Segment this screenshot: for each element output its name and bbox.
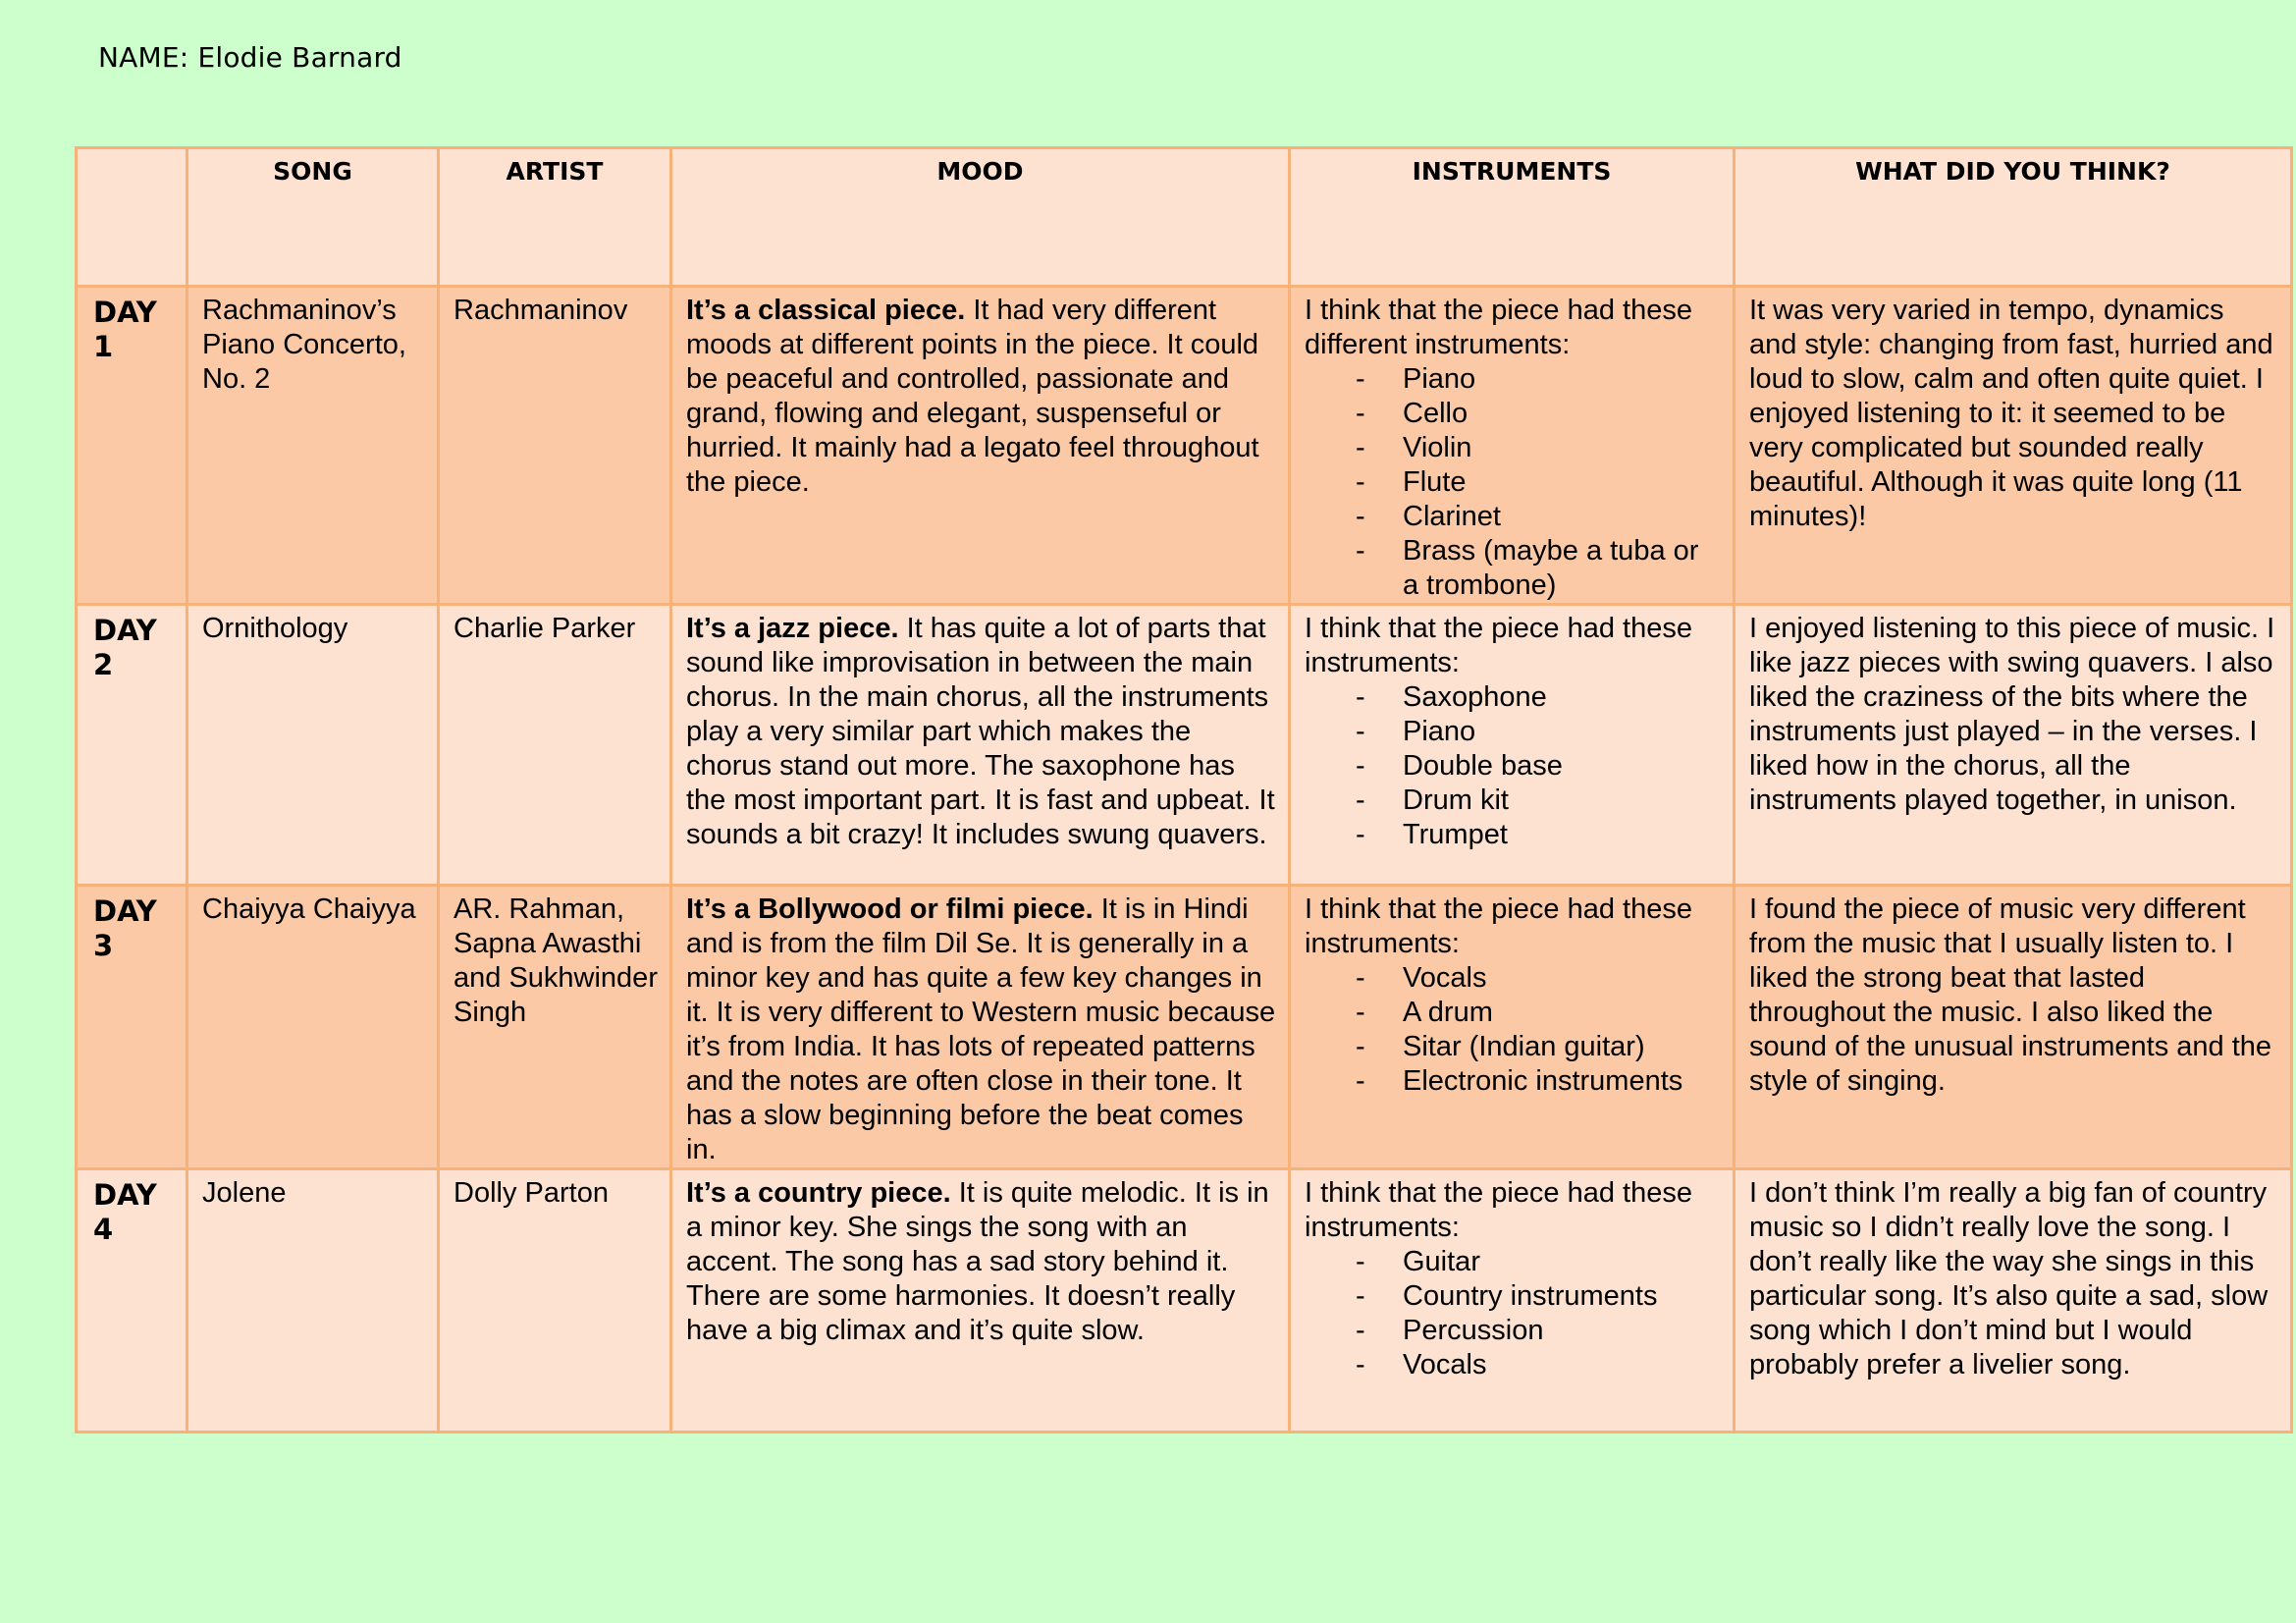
day-cell: DAY 3	[77, 886, 187, 1169]
instrument-list	[1305, 680, 1721, 852]
list-item: - Violin	[1356, 432, 1472, 463]
music-log-table	[75, 146, 2293, 1434]
list-item: - Clarinet	[1356, 501, 1501, 532]
instruments-cell	[1290, 287, 1735, 605]
table-row	[77, 287, 2292, 605]
list-item: - A drum	[1356, 997, 1493, 1028]
list-item: - Cello	[1356, 398, 1468, 429]
mood-cell	[671, 287, 1290, 605]
instruments-cell	[1290, 886, 1735, 1169]
list-item: - Double base	[1356, 750, 1563, 782]
header-mood: MOOD	[671, 148, 1290, 287]
mood-text: It has quite a lot of parts that sound like improvisation in between the main chorus. In the main chorus, all the instruments play a very similar part which makes the chorus stand out more. The saxophone has the most important part. It is fast and upbeat. It sounds a bit crazy! It includes swung quavers.	[686, 613, 1275, 850]
list-item: - Electronic instruments	[1356, 1065, 1683, 1097]
list-item: - Sitar (Indian guitar)	[1356, 1031, 1645, 1062]
list-item: - Drum kit	[1356, 784, 1509, 816]
instrument-list	[1305, 362, 1721, 603]
opinion-cell: I enjoyed listening to this piece of music. I like jazz pieces with swing quavers. I also liked the craziness of the bits where the instruments just played – in the verses. I liked how in the chorus, all the instruments played together, in unison.	[1735, 605, 2292, 886]
mood-cell	[671, 886, 1290, 1169]
mood-lead: It’s a jazz piece.	[686, 613, 899, 644]
list-item: - Saxophone	[1356, 681, 1547, 713]
instrument-list	[1305, 1245, 1721, 1382]
header-row	[77, 148, 2292, 287]
list-item: - Trumpet	[1356, 819, 1508, 850]
mood-cell	[671, 1169, 1290, 1433]
artist-cell: Dolly Parton	[439, 1169, 671, 1433]
header-day	[77, 148, 187, 287]
artist-cell: Rachmaninov	[439, 287, 671, 605]
song-cell: Jolene	[187, 1169, 439, 1433]
list-item: - Brass (maybe a tuba or a trombone)	[1356, 535, 1699, 601]
mood-text: It is quite melodic. It is in a minor key. She sings the song with an accent. The song has a sad story behind it. There are some harmonies. It doesn’t really have a big climax and it’s quite slow.	[686, 1177, 1269, 1346]
list-item: - Guitar	[1356, 1246, 1480, 1277]
table-row	[77, 1169, 2292, 1433]
instrument-list	[1305, 961, 1721, 1099]
day-cell: DAY 2	[77, 605, 187, 886]
list-item: - Flute	[1356, 466, 1467, 498]
artist-cell: AR. Rahman, Sapna Awasthi and Sukhwinder Singh	[439, 886, 671, 1169]
mood-lead: It’s a Bollywood or filmi piece.	[686, 893, 1094, 925]
list-item: - Piano	[1356, 716, 1476, 747]
list-item: - Country instruments	[1356, 1280, 1658, 1312]
song-cell: Rachmaninov’s Piano Concerto, No. 2	[187, 287, 439, 605]
list-item: - Vocals	[1356, 1349, 1487, 1380]
mood-lead: It’s a country piece.	[686, 1177, 951, 1209]
instruments-cell	[1290, 1169, 1735, 1433]
instruments-intro: I think that the piece had these different instruments:	[1305, 295, 1692, 360]
song-cell: Chaiyya Chaiyya	[187, 886, 439, 1169]
opinion-cell: I don’t think I’m really a big fan of country music so I didn’t really love the song. I don’t really like the way she sings in this particular song. It’s also quite a sad, slow song which I don’t mind but I would probably prefer a livelier song.	[1735, 1169, 2292, 1433]
list-item: - Vocals	[1356, 962, 1487, 994]
mood-text: It is in Hindi and is from the film Dil Se. It is generally in a minor key and has quite a few key changes in it. It is very different to Western music because it’s from India. It has lots of repeated patterns and the notes are often close in their tone. It has a slow beginning before the beat comes in.	[686, 893, 1276, 1165]
list-item: - Percussion	[1356, 1315, 1544, 1346]
song-cell: Ornithology	[187, 605, 439, 886]
mood-lead: It’s a classical piece.	[686, 295, 966, 326]
mood-cell	[671, 605, 1290, 886]
table-row	[77, 605, 2292, 886]
mood-text: It had very different moods at different points in the piece. It could be peaceful and controlled, passionate and grand, flowing and elegant, suspenseful or hurried. It mainly had a legato feel throughout the piece.	[686, 295, 1259, 498]
header-instruments: INSTRUMENTS	[1290, 148, 1735, 287]
table-row	[77, 886, 2292, 1169]
header-opinion: WHAT DID YOU THINK?	[1735, 148, 2292, 287]
day-cell: DAY 1	[77, 287, 187, 605]
opinion-cell: It was very varied in tempo, dynamics and style: changing from fast, hurried and loud to slow, calm and often quite quiet. I enjoyed listening to it: it seemed to be very complicated but sounded really beautiful. Although it was quite long (11 minutes)!	[1735, 287, 2292, 605]
instruments-intro: I think that the piece had these instruments:	[1305, 1177, 1692, 1243]
header-artist: ARTIST	[439, 148, 671, 287]
list-item: - Piano	[1356, 363, 1476, 395]
student-name: NAME: Elodie Barnard	[98, 41, 402, 74]
opinion-cell: I found the piece of music very different from the music that I usually listen to. I liked the strong beat that lasted throughout the music. I also liked the sound of the unusual instruments and the style of singing.	[1735, 886, 2292, 1169]
header-song: SONG	[187, 148, 439, 287]
day-cell: DAY 4	[77, 1169, 187, 1433]
instruments-cell	[1290, 605, 1735, 886]
artist-cell: Charlie Parker	[439, 605, 671, 886]
instruments-intro: I think that the piece had these instruments:	[1305, 613, 1692, 678]
instruments-intro: I think that the piece had these instruments:	[1305, 893, 1692, 959]
